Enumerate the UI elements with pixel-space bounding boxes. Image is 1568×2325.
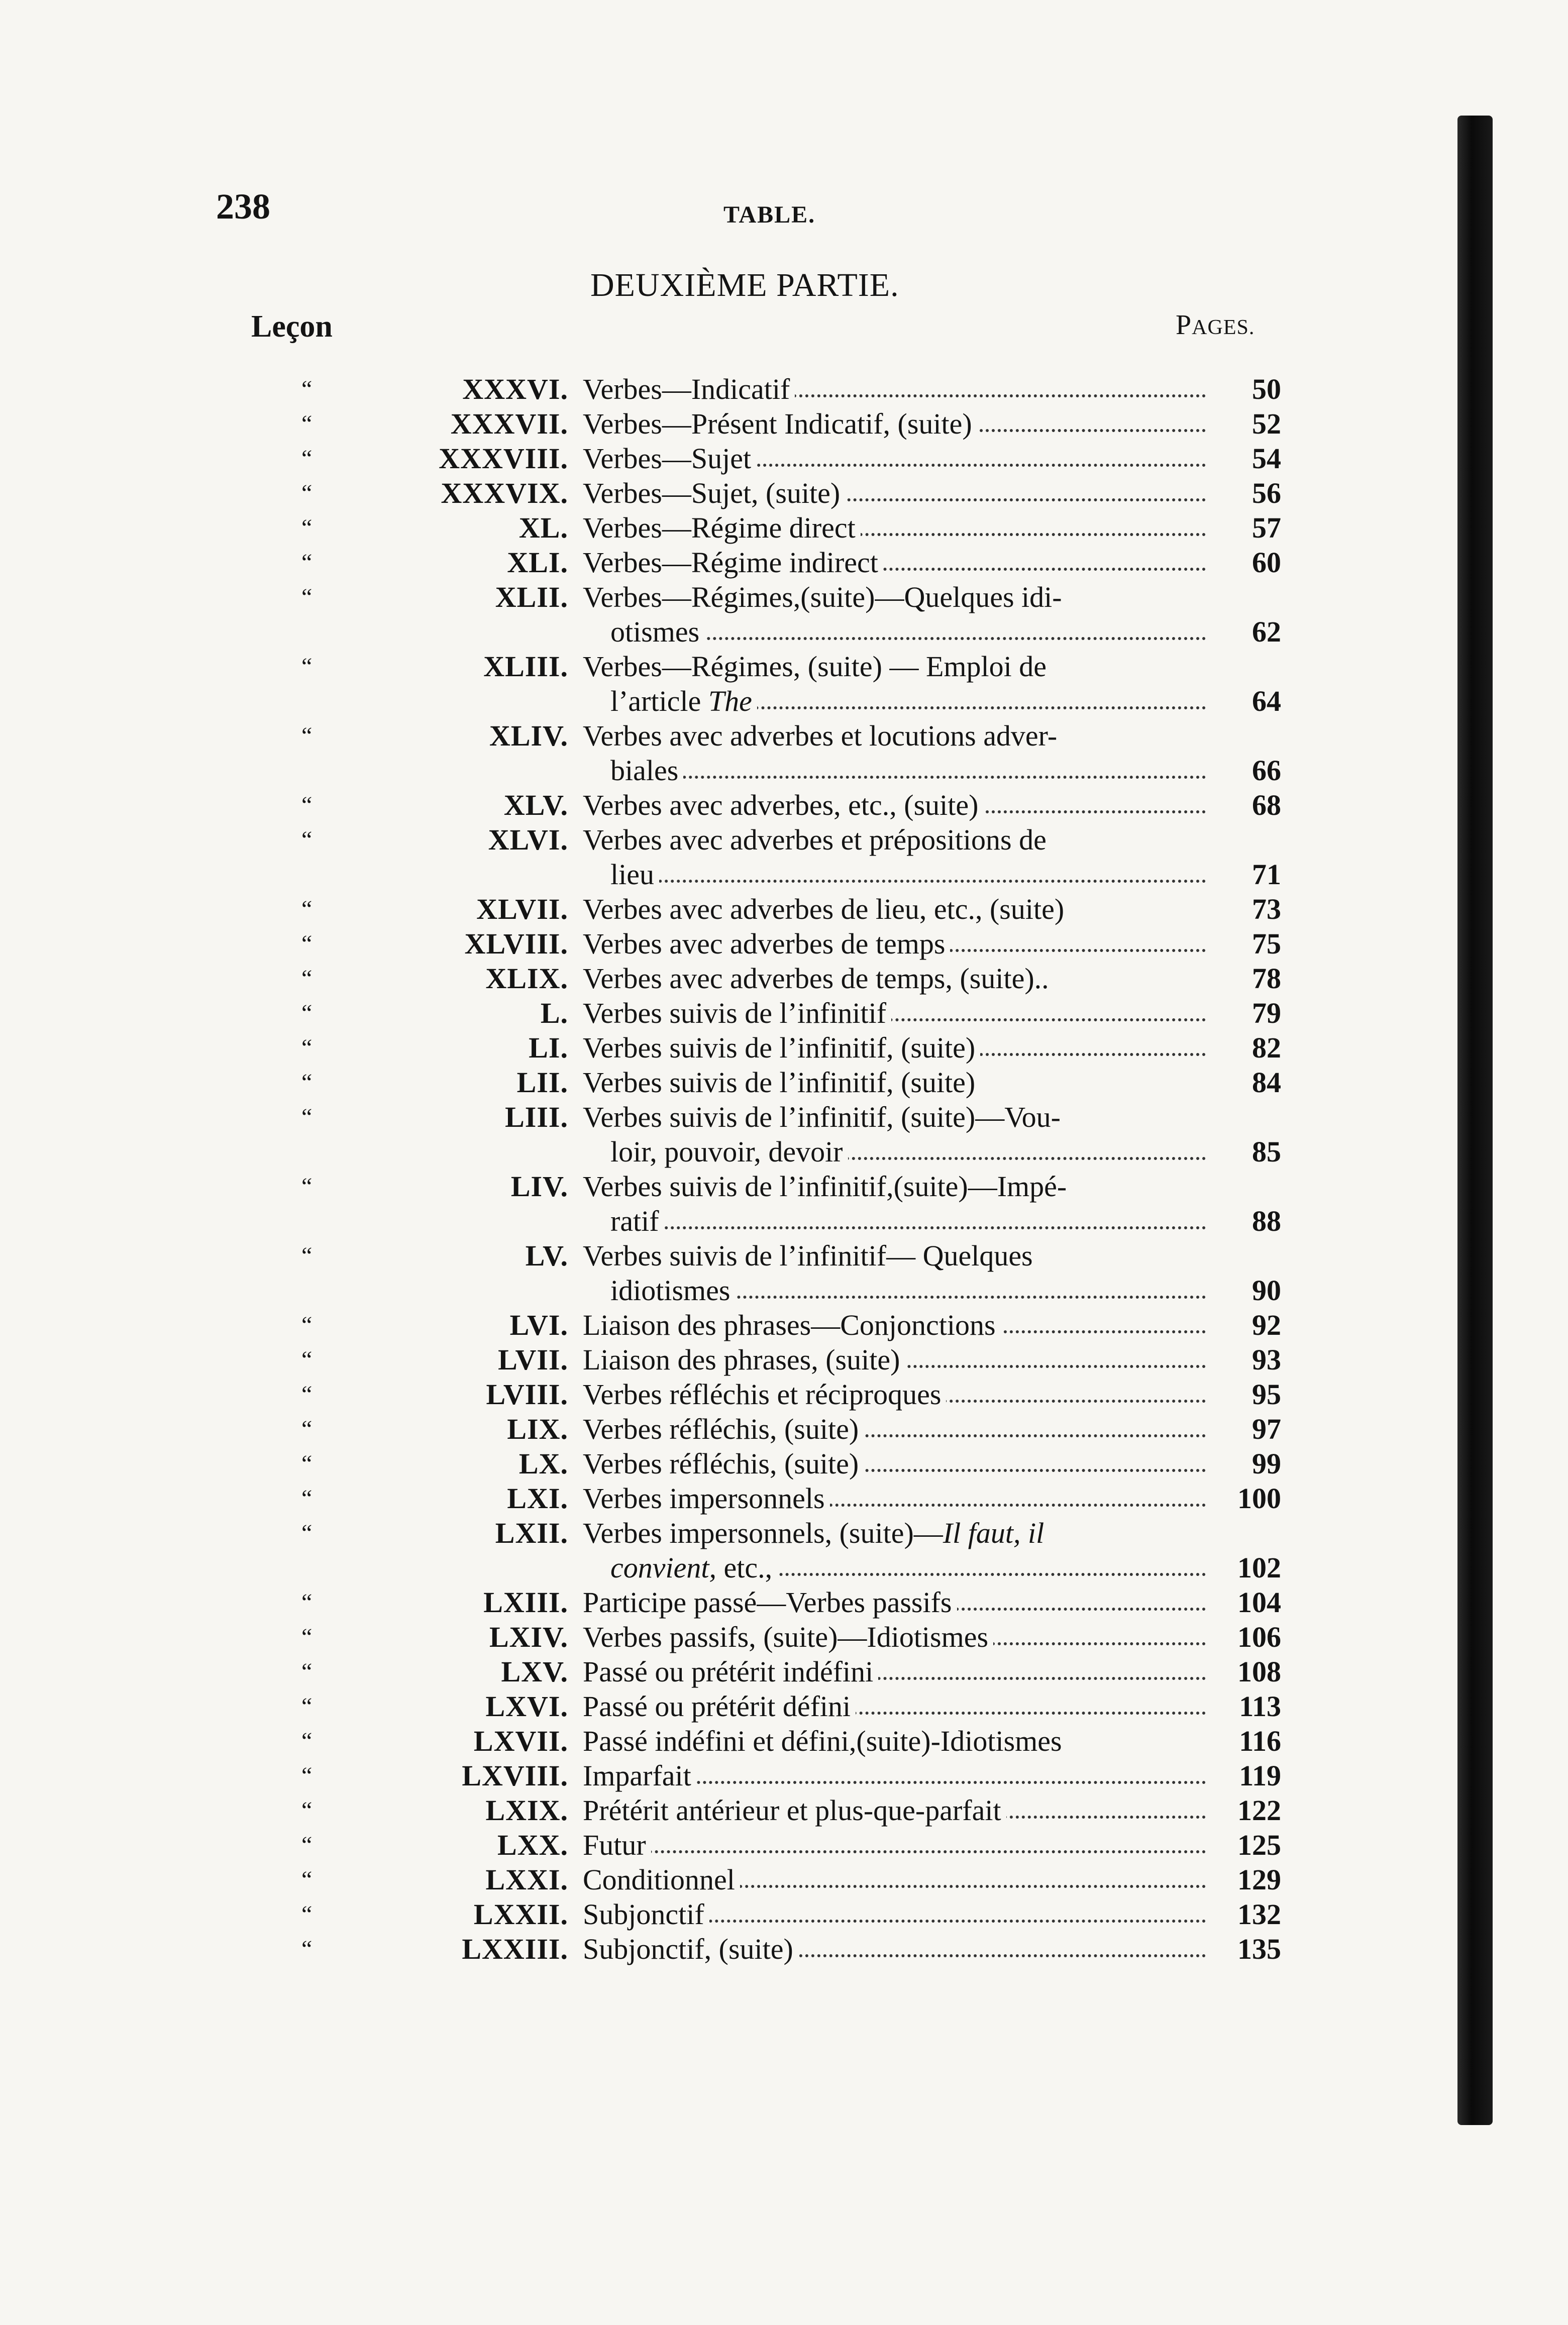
lesson-title [583,1377,1206,1412]
toc-entry [0,1100,1568,1134]
lesson-number: LXIII. [483,1586,568,1619]
toc-entry [0,996,1568,1030]
page-reference: 95 [1252,1378,1281,1411]
toc-entry [0,1446,1568,1481]
page-reference: 71 [1252,858,1281,891]
lesson-title [583,892,1206,926]
page-reference: 64 [1252,685,1281,717]
lesson-title-text: Verbes avec adverbes et locutions adver- [583,719,1058,752]
ditto-mark: “ [301,1104,312,1130]
toc-entry [0,892,1568,926]
lesson-title [583,1862,1206,1897]
toc-entry [0,1620,1568,1654]
page-reference: 78 [1252,962,1281,995]
toc-entry [0,926,1568,961]
lesson-title [583,788,1206,822]
toc-continuation-line [0,857,1568,892]
toc-continuation-line [0,1134,1568,1169]
lesson-number: LXIV. [489,1621,568,1653]
lesson-title [583,1169,1206,1204]
lesson-title [583,1100,1206,1134]
ditto-mark: “ [301,549,312,576]
lesson-number: XLVIII. [464,927,568,960]
ditto-mark: “ [301,480,312,506]
ditto-mark: “ [301,1901,312,1928]
lesson-title-text: Verbes avec adverbes de lieu, etc., (suite) [583,893,1065,925]
page-reference: 73 [1252,893,1281,925]
lesson-title [583,580,1206,614]
lesson-number: XLIV. [489,719,568,752]
ditto-mark: “ [301,1485,312,1512]
lesson-number: XLVI. [488,823,568,856]
lesson-title [583,1828,1206,1862]
page-reference: 129 [1237,1863,1281,1896]
lesson-title [583,510,1206,545]
toc-continuation-line [0,753,1568,788]
column-header-pages-initial: P [1176,309,1192,341]
lesson-title [583,476,1206,510]
page-reference: 54 [1252,442,1281,475]
toc-continuation-line [0,1273,1568,1308]
lesson-number: LII. [516,1066,568,1099]
ditto-mark: “ [301,826,312,853]
lesson-title [583,1585,1206,1620]
lesson-title-text: Verbes—Régimes,(suite)—Quelques idi- [583,581,1062,613]
toc-entry [0,1758,1568,1793]
lesson-title [583,1724,1206,1758]
toc-entry [0,580,1568,614]
page-reference: 62 [1252,615,1281,648]
column-header-pages [1176,309,1255,341]
toc-entry [0,649,1568,684]
lesson-number: XXXVI. [462,373,568,405]
lesson-title [610,753,1206,788]
lesson-number: LIII. [505,1101,568,1133]
lesson-title [583,961,1206,996]
toc-entry [0,1585,1568,1620]
ditto-mark: “ [301,1797,312,1824]
lesson-title-text: Verbes réfléchis, (suite) [583,1447,859,1480]
page-reference: 56 [1252,477,1281,509]
lesson-number: LXVI. [485,1690,568,1723]
ditto-mark: “ [301,1520,312,1546]
lesson-title [583,441,1206,476]
lesson-number: LX. [518,1447,568,1480]
toc-entry [0,1724,1568,1758]
lesson-title-italic: Il faut, il [943,1517,1044,1549]
lesson-number: LXVII. [473,1725,568,1757]
toc-entry [0,1516,1568,1550]
page-reference: 60 [1252,546,1281,579]
lesson-title-text: Verbes avec adverbes, etc., (suite) [583,789,979,821]
lesson-title-text: Imparfait [583,1759,691,1792]
lesson-title [583,1932,1206,1966]
toc-entry [0,1030,1568,1065]
ditto-mark: “ [301,584,312,610]
lesson-number: LXVIII. [462,1759,568,1792]
page-reference: 92 [1252,1309,1281,1341]
ditto-mark: “ [301,722,312,749]
page-reference: 50 [1252,373,1281,405]
lesson-title-text: Conditionnel [583,1863,735,1896]
lesson-title-text: Verbes avec adverbes de temps, (suite).. [583,962,1049,995]
lesson-title [583,1342,1206,1377]
page-reference: 102 [1237,1551,1281,1584]
toc-entry [0,788,1568,822]
lesson-title [583,996,1206,1030]
lesson-title-text: Verbes suivis de l’infinitif, (suite)—Vou- [583,1101,1061,1133]
lesson-title [583,822,1206,857]
lesson-number: LVII. [498,1343,568,1376]
page-number: 238 [216,186,270,227]
lesson-number: LXIX. [485,1794,568,1827]
page-reference: 135 [1237,1933,1281,1965]
page-reference: 97 [1252,1413,1281,1445]
lesson-number: LXXI. [485,1863,568,1896]
page-reference: 113 [1239,1690,1281,1723]
toc-entry [0,372,1568,406]
lesson-title-text: Prétérit antérieur et plus-que-parfait [583,1794,1001,1827]
page-reference: 99 [1252,1447,1281,1480]
toc-entry [0,1342,1568,1377]
lesson-number: XLIX. [485,962,568,995]
toc-entry [0,1481,1568,1516]
ditto-mark: “ [301,653,312,680]
toc-entry [0,1169,1568,1204]
page-reference: 125 [1237,1829,1281,1861]
toc-entry [0,1238,1568,1273]
lesson-title [610,1134,1206,1169]
lesson-title [610,614,1206,649]
page-reference: 119 [1239,1759,1281,1792]
toc-entry [0,1793,1568,1828]
lesson-number: LIV. [510,1170,568,1203]
toc-entry [0,1689,1568,1724]
lesson-title-text: Verbes—Régime indirect [583,546,878,579]
toc-entry [0,1065,1568,1100]
page-reference: 75 [1252,927,1281,960]
lesson-title-text: Verbes suivis de l’infinitif— Quelques [583,1239,1033,1272]
lesson-title [583,1654,1206,1689]
toc-entry [0,961,1568,996]
lesson-title-text: Liaison des phrases—Conjonctions [583,1309,996,1341]
lesson-title [583,1481,1206,1516]
lesson-title [610,1273,1206,1308]
page-reference: 122 [1237,1794,1281,1827]
lesson-title [583,1446,1206,1481]
lesson-title-text: otismes [610,615,700,648]
lesson-title-text: Verbes suivis de l’infinitif, (suite) [583,1066,976,1099]
lesson-title [583,1516,1206,1550]
lesson-title [583,1897,1206,1932]
lesson-title-text: Verbes—Sujet [583,442,752,475]
toc-entry [0,1897,1568,1932]
page-reference: 52 [1252,407,1281,440]
ditto-mark: “ [301,514,312,541]
page-reference: 106 [1237,1621,1281,1653]
ditto-mark: “ [301,410,312,437]
toc-continuation-line [0,614,1568,649]
lesson-title-text: Verbes—Sujet, (suite) [583,477,841,509]
toc-entry [0,1654,1568,1689]
ditto-mark: “ [301,896,312,922]
lesson-title-text: Verbes réfléchis, (suite) [583,1413,859,1445]
toc-entry [0,476,1568,510]
ditto-mark: “ [301,930,312,957]
toc-entry [0,1308,1568,1342]
lesson-title-italic: convient, [610,1551,716,1584]
toc-continuation-line [0,684,1568,718]
lesson-title [583,1689,1206,1724]
toc-continuation-line [0,1550,1568,1585]
lesson-title-text: Verbes impersonnels, (suite)— [583,1517,943,1549]
toc-entry [0,822,1568,857]
lesson-title [610,1550,1206,1585]
lesson-number: XXXVIX. [441,477,568,509]
ditto-mark: “ [301,1762,312,1789]
page-reference: 57 [1252,511,1281,544]
lesson-title [583,718,1206,753]
page-reference: 79 [1252,997,1281,1029]
lesson-number: LVI. [509,1309,568,1341]
ditto-mark: “ [301,1693,312,1720]
page-reference: 132 [1237,1898,1281,1931]
lesson-number: LXX. [497,1829,568,1861]
lesson-title-text: Verbes suivis de l’infinitif,(suite)—Impé- [583,1170,1067,1203]
ditto-mark: “ [301,376,312,402]
lesson-number: LXXIII. [462,1933,568,1965]
lesson-number: XLV. [503,789,568,821]
ditto-mark: “ [301,1450,312,1477]
lesson-title-text: Verbes avec adverbes et prépositions de [583,823,1047,856]
lesson-title [583,406,1206,441]
ditto-mark: “ [301,1832,312,1858]
ditto-mark: “ [301,1589,312,1616]
lesson-number: LXI. [507,1482,568,1515]
lesson-title-text: Passé indéfini et défini,(suite)-Idiotismes [583,1725,1062,1757]
lesson-number: LI. [529,1031,568,1064]
toc-entry [0,510,1568,545]
lesson-number: XLVII. [476,893,568,925]
ditto-mark: “ [301,1936,312,1962]
lesson-title-text: lieu [610,858,654,891]
page-reference: 84 [1252,1066,1281,1099]
lesson-title [583,1620,1206,1654]
lesson-title [583,926,1206,961]
lesson-title-italic: The [708,685,752,717]
ditto-mark: “ [301,1346,312,1373]
toc-entry [0,545,1568,580]
ditto-mark: “ [301,1312,312,1338]
ditto-mark: “ [301,1000,312,1026]
ditto-mark: “ [301,1069,312,1096]
toc-entry [0,718,1568,753]
page-reference: 68 [1252,789,1281,821]
part-title: DEUXIÈME PARTIE. [590,267,899,303]
lesson-title-text: idiotismes [610,1274,730,1307]
lesson-title-text: Verbes impersonnels [583,1482,825,1515]
lesson-title-text: Verbes suivis de l’infinitif, (suite) [583,1031,976,1064]
lesson-title [583,1308,1206,1342]
lesson-title [583,1030,1206,1065]
lesson-title [583,372,1206,406]
lesson-title-text: Subjonctif [583,1898,704,1931]
lesson-number: LXII. [495,1517,568,1549]
lesson-title [583,1758,1206,1793]
toc-entry [0,441,1568,476]
lesson-number: LXXII. [473,1898,568,1931]
page-reference: 93 [1252,1343,1281,1376]
lesson-title [583,649,1206,684]
lesson-number: XLII. [495,581,568,613]
lesson-title-suffix: etc., [716,1551,773,1584]
lesson-number: LXV. [501,1655,568,1688]
ditto-mark: “ [301,1658,312,1685]
ditto-mark: “ [301,792,312,818]
ditto-mark: “ [301,1866,312,1893]
lesson-title-text: Subjonctif, (suite) [583,1933,793,1965]
lesson-title-text: loir, pouvoir, devoir [610,1135,843,1168]
lesson-title [610,857,1206,892]
toc-entry [0,1862,1568,1897]
lesson-number: XL. [518,511,568,544]
page-reference: 82 [1252,1031,1281,1064]
toc-entry [0,406,1568,441]
toc-entry [0,1828,1568,1862]
lesson-title-text: Verbes passifs, (suite)—Idiotismes [583,1621,989,1653]
ditto-mark: “ [301,965,312,992]
lesson-title-text: Verbes—Présent Indicatif, (suite) [583,407,972,440]
lesson-title-text: Verbes—Régime direct [583,511,856,544]
ditto-mark: “ [301,445,312,472]
ditto-mark: “ [301,1624,312,1650]
toc-continuation-line [0,1204,1568,1238]
toc-entry [0,1412,1568,1446]
lesson-title-text: biales [610,754,679,787]
lesson-number: L. [540,997,568,1029]
ditto-mark: “ [301,1173,312,1200]
lesson-number: XXXVII. [450,407,568,440]
lesson-title-text: Passé ou prétérit indéfini [583,1655,874,1688]
page-reference: 108 [1237,1655,1281,1688]
lesson-title-text: Futur [583,1829,646,1861]
lesson-title [583,1238,1206,1273]
ditto-mark: “ [301,1381,312,1408]
page-reference: 66 [1252,754,1281,787]
lesson-number: LIX. [507,1413,568,1445]
lesson-title-text: l’article [610,685,708,717]
toc-entry [0,1932,1568,1966]
lesson-title [583,1412,1206,1446]
lesson-title-text: ratif [610,1205,659,1237]
column-header-pages-rest: AGES. [1192,316,1255,339]
page-reference: 85 [1252,1135,1281,1168]
lesson-title-text: Verbes suivis de l’infinitif [583,997,887,1029]
lesson-title [610,1204,1206,1238]
ditto-mark: “ [301,1416,312,1442]
running-head: TABLE. [723,201,816,228]
lesson-number: XLIII. [483,650,568,683]
lesson-title-text: Verbes—Indicatif [583,373,790,405]
table-of-contents [0,372,1568,1966]
page-reference: 90 [1252,1274,1281,1307]
page-reference: 104 [1237,1586,1281,1619]
page-reference: 116 [1239,1725,1281,1757]
lesson-title [583,1065,1206,1100]
lesson-title-text: Verbes—Régimes, (suite) — Emploi de [583,650,1047,683]
lesson-title-text: Participe passé—Verbes passifs [583,1586,952,1619]
lesson-title-text: Verbes avec adverbes de temps [583,927,946,960]
lesson-title-text: Passé ou prétérit défini [583,1690,851,1723]
lesson-title [583,1793,1206,1828]
lesson-title [610,684,1206,718]
lesson-number: LV. [525,1239,568,1272]
lesson-title [583,545,1206,580]
lesson-number: LVIII. [486,1378,568,1411]
lesson-number: XLI. [507,546,568,579]
lesson-title-text: Liaison des phrases, (suite) [583,1343,900,1376]
lesson-title-text: Verbes réfléchis et réciproques [583,1378,942,1411]
column-header-lecon: Leçon [251,309,333,344]
page-reference: 88 [1252,1205,1281,1237]
ditto-mark: “ [301,1034,312,1061]
toc-entry [0,1377,1568,1412]
ditto-mark: “ [301,1242,312,1269]
lesson-number: XXXVIII. [439,442,568,475]
ditto-mark: “ [301,1728,312,1754]
page-reference: 100 [1237,1482,1281,1515]
